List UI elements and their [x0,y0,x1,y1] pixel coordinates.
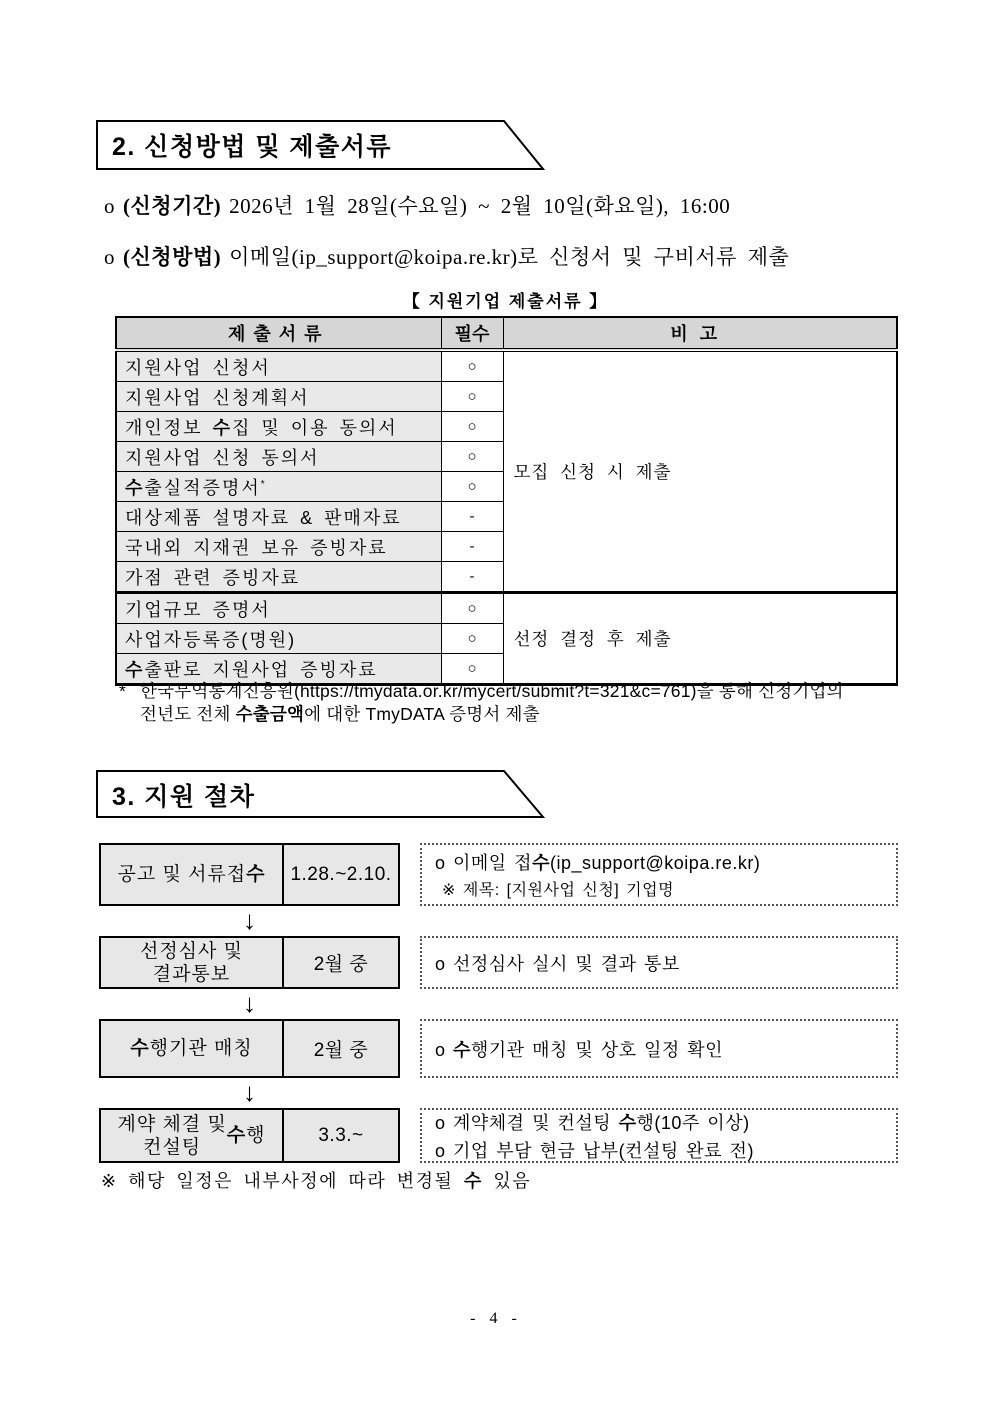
application-period-line [104,190,730,220]
table-caption: 【 지원기업 제출서류 】 [402,292,609,311]
stage-name: 수 행기관 매칭 [130,1038,253,1059]
application-method-value: 이메일(ip_support@koipa.re.kr)로 신청서 및 구비서류 제출 [229,245,790,269]
document-name-cell: 사업자등록증(명원) [116,624,441,654]
footnote-text-1: 한국무역통계진흥원(https://tmydata.or.kr/mycert/submit?t=321&c=761)을 통해 신청기업의 [140,681,844,701]
table-row [116,350,897,382]
column-header-document: 제출서류 [116,317,441,350]
stage-note: o 기업 부담 현금 납부(컨설팅 완료 전) [435,1140,754,1161]
required-mark-cell: ○ [441,593,503,624]
required-mark-cell: - [441,502,503,532]
stage-note: o 계약체결 및 컨설팅 수행(10주 이상) [435,1112,750,1133]
process-step [99,1108,898,1163]
footnote-text-2: 전년도 전체 수출금액에 대한 TmyDATA 증명서 제출 [140,704,540,724]
document-name-cell: 지원사업 신청서 [116,350,441,382]
bullet-marker: o [104,194,115,218]
stage-note: o 이메일 접수(ip_support@koipa.re.kr) [435,853,761,873]
stage-period: 1.28.~2.10. [282,845,398,904]
stage-note: o 선정심사 실시 및 결과 통보 [435,953,680,974]
required-mark-cell: ○ [441,654,503,685]
required-mark-cell: ○ [441,442,503,472]
column-header-required: 필수 [441,317,503,350]
stage-note: ※ 제목: [지원사업 신청] 기업명 [442,882,675,899]
process-step [99,936,898,989]
stage-name: 선정심사 및 결과통보 [139,940,244,985]
application-method-label: (신청방법) [123,245,222,269]
down-arrow-icon: ↓ [243,905,256,935]
stage-note-box [420,936,898,989]
required-mark-cell: ○ [441,412,503,442]
application-period-value: 2026년 1월 28일(수요일) ~ 2월 10일(화요일), 16:00 [229,194,731,218]
process-flow [99,843,898,1163]
required-mark-cell: ○ [441,350,503,382]
stage-note-box [420,1108,898,1163]
column-header-remark: 비고 [503,317,897,350]
submission-table-body [116,350,897,685]
stage-period: 3.3.~ [282,1110,398,1161]
document-name-cell: 가점 관련 증빙자료 [116,562,441,593]
section2-title: 2. 신청방법 및 제출서류 [112,133,393,161]
section3-banner [96,770,545,820]
remark-cell: 모집 신청 시 제출 [503,350,897,593]
stage-name: 공고 및 서류접 수 [117,864,266,885]
application-period-label: (신청기간) [123,194,222,218]
document-name-cell: 기업규모 증명서 [116,593,441,624]
stage-note-box [420,1019,898,1078]
document-name-cell: 지원사업 신청계획서 [116,382,441,412]
footnote-marker: * [119,681,127,701]
section2-banner [96,120,545,170]
stage-period: 2월 중 [282,938,398,987]
stage-box [99,936,400,989]
document-name-cell: 국내외 지재권 보유 증빙자료 [116,532,441,562]
stage-box [99,843,400,906]
stage-box [99,1108,400,1163]
table-header-row [116,317,897,350]
stage-period: 2월 중 [282,1021,398,1076]
page-number: - 4 - [470,1310,522,1327]
stage-box [99,1019,400,1078]
process-step [99,1019,898,1078]
process-step [99,843,898,906]
document-name-cell: 대상제품 설명자료 & 판매자료 [116,502,441,532]
down-arrow-icon: ↓ [243,988,256,1018]
document-name-cell: 수출실적증명서* [116,472,441,502]
document-name-cell: 수출판로 지원사업 증빙자료 [116,654,441,685]
document-name-cell: 개인정보 수집 및 이용 동의서 [116,412,441,442]
submission-documents-table [115,316,898,686]
stage-note-box [420,843,898,906]
stage-name: 계약 체결 및 컨설팅 수 행 [117,1113,266,1158]
bullet-marker: o [104,245,115,269]
footnote-line-2 [119,703,903,726]
footnote-line-1 [119,680,903,703]
table-footnote [119,680,903,726]
required-mark-cell: - [441,562,503,593]
required-mark-cell: ○ [441,624,503,654]
section3-title: 3. 지원 절차 [112,783,256,811]
table-row [116,593,897,624]
document-name-cell: 지원사업 신청 동의서 [116,442,441,472]
stage-note: o 수행기관 매칭 및 상호 일정 확인 [435,1039,724,1060]
required-mark-cell: - [441,532,503,562]
required-mark-cell: ○ [441,472,503,502]
down-arrow-icon: ↓ [243,1077,256,1107]
remark-cell: 선정 결정 후 제출 [503,593,897,685]
schedule-footnote: ※ 해당 일정은 내부사정에 따라 변경될 수 있음 [101,1171,532,1191]
application-method-line [104,241,789,271]
required-mark-cell: ○ [441,382,503,412]
